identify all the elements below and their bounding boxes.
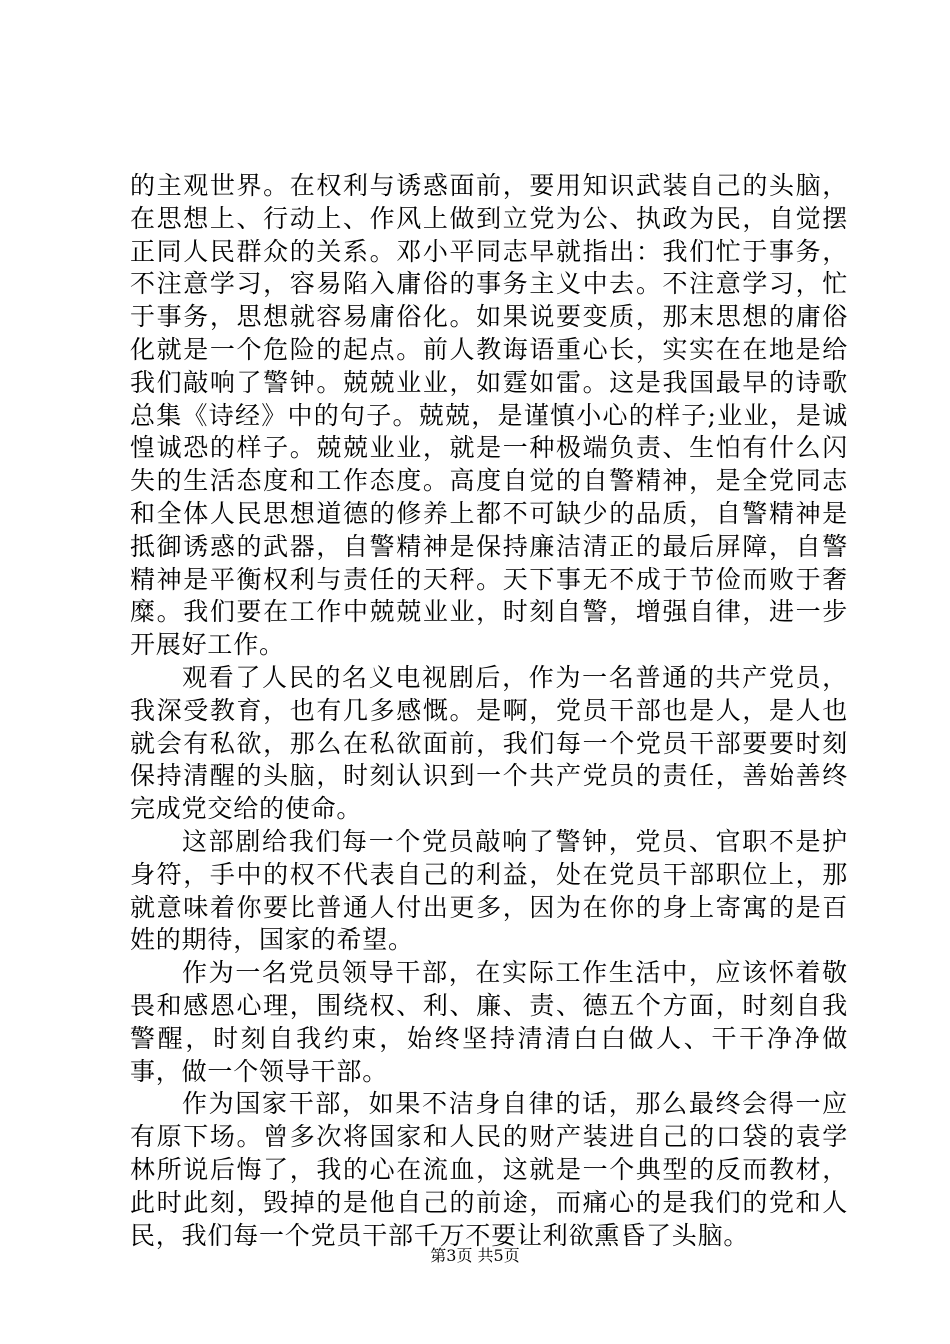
document-body (130, 170, 848, 1252)
page-footer: 第3页 共5页 (430, 1246, 520, 1265)
paragraph: 观看了人民的名义电视剧后，作为一名普通的共产党员，我深受教育，也有几多感慨。是啊，党员干部也是人，是人也就会有私欲，那么在私欲面前，我们每一个党员干部要要时刻保持清醒的头脑，时刻认识到一个共产党员的责任，善始善终完成党交给的使命。 (130, 662, 848, 824)
paragraph: 作为国家干部，如果不洁身自律的话，那么最终会得一应有原下场。曾多次将国家和人民的财产装进自己的口袋的袁学林所说后悔了，我的心在流血，这就是一个典型的反而教材，此时此刻，毁掉的是他自己的前途，而痛心的是我们的党和人民，我们每一个党员干部千万不要让利欲熏昏了头脑。 (130, 1089, 848, 1250)
paragraph: 这部剧给我们每一个党员敲响了警钟，党员、官职不是护身符，手中的权不代表自己的利益，处在党员干部职位上，那就意味着你要比普通人付出更多，因为在你的身上寄寓的是百姓的期待，国家的希望。 (130, 826, 848, 955)
paragraph: 作为一名党员领导干部，在实际工作生活中，应该怀着敬畏和感恩心理，围绕权、利、廉、责、德五个方面，时刻自我警醒，时刻自我约束，始终坚持清清白白做人、干干净净做事，做一个领导干部。 (130, 958, 848, 1086)
paragraph-continued: 的主观世界。在权利与诱惑面前，要用知识武装自己的头脑，在思想上、行动上、作风上做到立党为公、执政为民，自觉摆正同人民群众的关系。邓小平同志早就指出：我们忙于事务，不注意学习，容易陷入庸俗的事务主义中去。不注意学习，忙于事务，思想就容易庸俗化。如果说要变质，那末思想的庸俗化就是一个危险的起点。前人教诲语重心长，实实在在地是给我们敲响了警钟。兢兢业业，如霆如雷。这是我国最早的诗歌总集《诗经》中的句子。兢兢，是谨慎小心的样子;业业，是诚惶诚恐的样子。兢兢业业，就是一种极端负责、生怕有什么闪失的生活态度和工作态度。高度自觉的自警精神，是全党同志和全体人民思想道德的修养上都不可缺少的品质，自警精神是抵御诱惑的武器，自警精神是保持廉洁清正的最后屏障，自警精神是平衡权利与责任的天秤。天下事无不成于节俭而败于奢糜。我们要在工作中兢兢业业，时刻自警，增强自律，进一步开展好工作。 (130, 171, 848, 660)
